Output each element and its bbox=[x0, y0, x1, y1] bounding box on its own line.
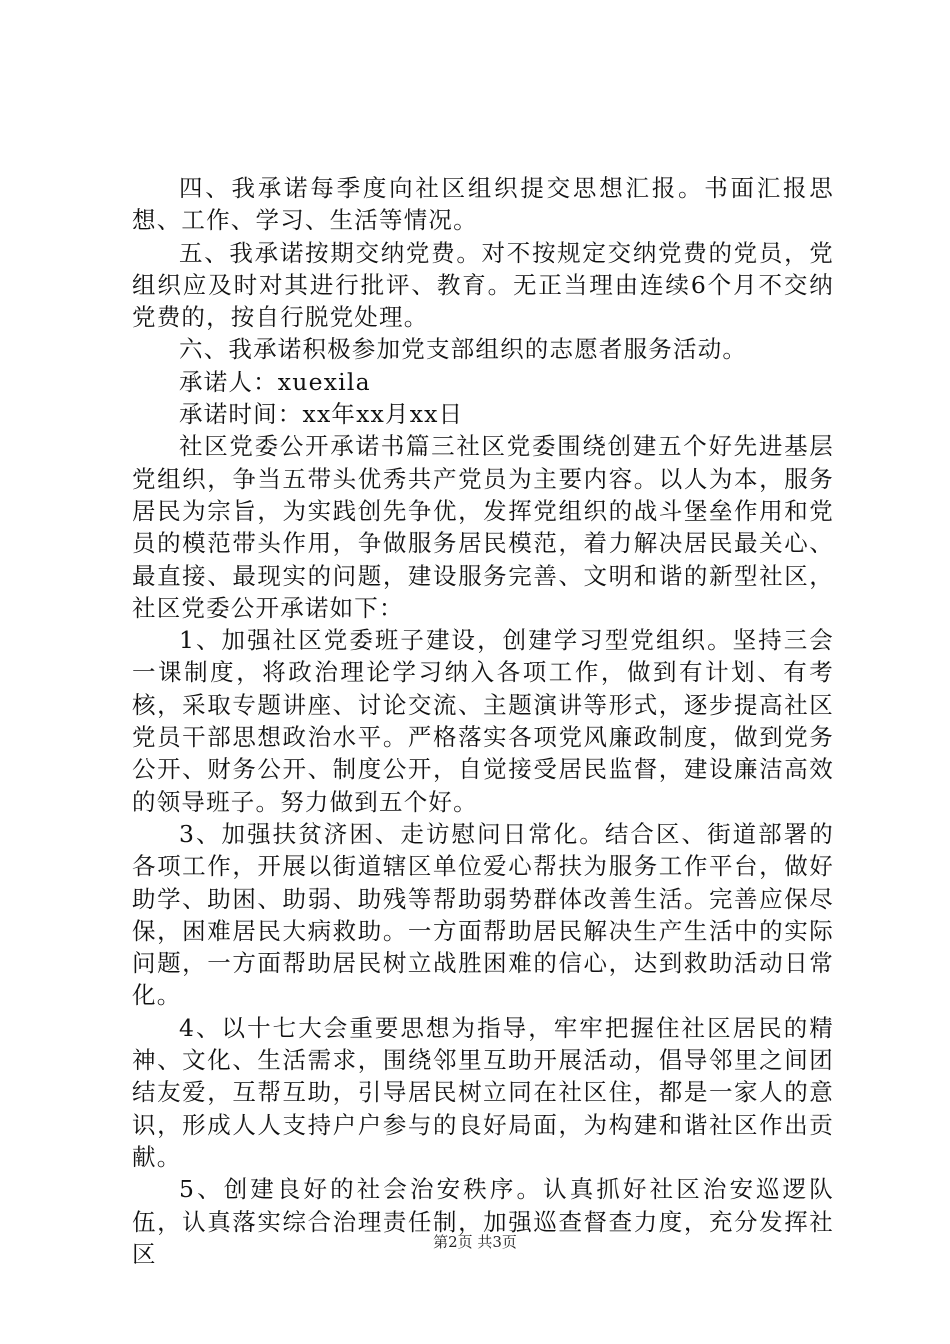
paragraph-item-4: 4、以十七大会重要思想为指导，牢牢把握住社区居民的精神、文化、生活需求，围绕邻里互助开展活动，倡导邻里之间团结友爱，互帮互助，引导居民树立同在社区住，都是一家人的意识，形成人人支持户户参与的良好局面，为构建和谐社区作出贡献。 bbox=[132, 1013, 834, 1171]
paragraph-item-1: 1、加强社区党委班子建设，创建学习型党组织。坚持三会一课制度，将政治理论学习纳入各项工作，做到有计划、有考核，采取专题讲座、讨论交流、主题演讲等形式，逐步提高社区党员干部思想政治水平。严格落实各项党风廉政制度，做到党务公开、财务公开、制度公开，自觉接受居民监督，建设廉洁高效的领导班子。努力做到五个好。 bbox=[132, 626, 834, 816]
document-body bbox=[132, 172, 834, 1270]
paragraph-item-5: 5、创建良好的社会治安秩序。认真抓好社区治安巡逻队伍，认真落实综合治理责任制，加强巡查督查力度，充分发挥社区 bbox=[132, 1175, 834, 1268]
paragraph-signatory: 承诺人：xuexila bbox=[179, 367, 371, 396]
page-number: 第2页 共3页 bbox=[433, 1233, 517, 1251]
paragraph-commitment-4: 四、我承诺每季度向社区组织提交思想汇报。书面汇报思想、工作、学习、生活等情况。 bbox=[132, 174, 834, 235]
paragraph-section-three-intro: 社区党委公开承诺书篇三社区党委围绕创建五个好先进基层党组织，争当五带头优秀共产党员为主要内容。以人为本，服务居民为宗旨，为实践创先争优，发挥党组织的战斗堡垒作用和党员的模范带头作用，争做服务居民模范，着力解决居民最关心、最直接、最现实的问题，建设服务完善、文明和谐的新型社区，社区党委公开承诺如下： bbox=[132, 432, 834, 622]
paragraph-commitment-date: 承诺时间：xx年xx月xx日 bbox=[179, 400, 464, 429]
paragraph-commitment-6: 六、我承诺积极参加党支部组织的志愿者服务活动。 bbox=[179, 335, 748, 364]
page-footer bbox=[0, 1232, 950, 1252]
paragraph-commitment-5: 五、我承诺按期交纳党费。对不按规定交纳党费的党员，党组织应及时对其进行批评、教育。无正当理由连续6个月不交纳党费的，按自行脱党处理。 bbox=[132, 238, 834, 332]
paragraph-item-3: 3、加强扶贫济困、走访慰问日常化。结合区、街道部署的各项工作，开展以街道辖区单位爱心帮扶为服务工作平台，做好助学、助困、助弱、助残等帮助弱势群体改善生活。完善应保尽保，困难居民大病救助。一方面帮助居民解决生产生活中的实际问题，一方面帮助居民树立战胜困难的信心，达到救助活动日常化。 bbox=[132, 819, 834, 1010]
